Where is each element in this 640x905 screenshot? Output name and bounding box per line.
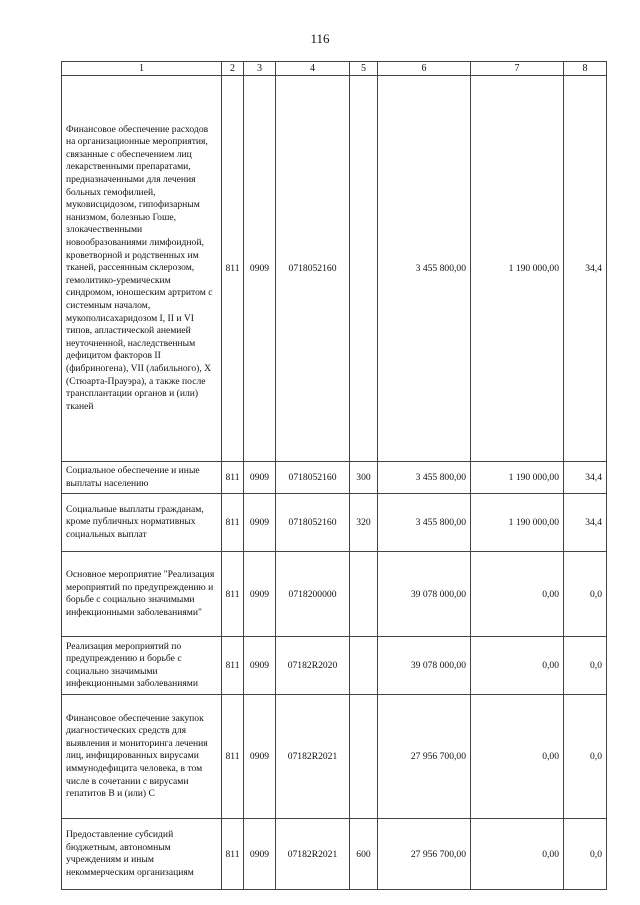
row-col7: 0,00 [471,637,564,695]
row-col2: 811 [222,637,244,695]
row-col5 [350,637,378,695]
page-number: 116 [310,31,330,46]
row-col5 [350,552,378,637]
budget-table [61,61,607,890]
row-col6: 3 455 800,00 [378,462,471,494]
row-col5 [350,76,378,462]
row-col2: 811 [222,819,244,890]
row-col7: 0,00 [471,552,564,637]
row-col5: 320 [350,494,378,552]
row-col2: 811 [222,695,244,819]
header-cell: 7 [471,62,564,76]
row-col5 [350,695,378,819]
row-col8: 0,0 [564,552,607,637]
row-col3: 0909 [244,76,276,462]
row-col2: 811 [222,494,244,552]
table-row [62,637,607,695]
row-col3: 0909 [244,819,276,890]
row-col8: 34,4 [564,76,607,462]
row-col7: 1 190 000,00 [471,76,564,462]
row-col3: 0909 [244,637,276,695]
row-description: Социальное обеспечение и иные выплаты населению [62,462,222,494]
row-col6: 3 455 800,00 [378,494,471,552]
table-row [62,695,607,819]
row-col3: 0909 [244,695,276,819]
row-col4: 0718052160 [276,462,350,494]
header-cell: 2 [222,62,244,76]
row-col4: 0718052160 [276,76,350,462]
row-description: Реализация мероприятий по предупреждению и борьбе с социально значимыми инфекционными заболеваниями [62,637,222,695]
table-row [62,819,607,890]
row-col3: 0909 [244,552,276,637]
row-col7: 0,00 [471,695,564,819]
header-cell: 1 [62,62,222,76]
header-cell: 3 [244,62,276,76]
row-col2: 811 [222,76,244,462]
row-description: Финансовое обеспечение расходов на организационные мероприятия, связанные с обеспечением лиц лекарственными препаратами, предназначенными для лечения больных гемофилией, муковисцидозом, гипофизарным нанизмом, болезнью Гоше, злокачественными новообразованиями лимфоидной, кроветворной и родственных им тканей, рассеянным склерозом, гемолитико-уремическим синдромом, юношеским артритом с системным началом, мукополисахаридозом I, II и VI типов, апластической анемией неуточненной, наследственным дефицитом факторов II (фибриногена), VII (лабильного), X (Стюарта-Прауэра), а также после трансплантации органов и (или) тканей [62,76,222,462]
table-row [62,462,607,494]
row-col4: 07182R2021 [276,695,350,819]
row-col3: 0909 [244,462,276,494]
row-col2: 811 [222,552,244,637]
row-col8: 34,4 [564,462,607,494]
header-cell: 5 [350,62,378,76]
header-cell: 8 [564,62,607,76]
row-col4: 07182R2021 [276,819,350,890]
row-col6: 39 078 000,00 [378,552,471,637]
row-col8: 0,0 [564,695,607,819]
table-row [62,552,607,637]
row-description: Социальные выплаты гражданам, кроме публичных нормативных социальных выплат [62,494,222,552]
row-col7: 0,00 [471,819,564,890]
header-cell: 6 [378,62,471,76]
row-col6: 27 956 700,00 [378,819,471,890]
row-description: Финансовое обеспечение закупок диагностических средств для выявления и мониторинга лечения лиц, инфицированных вирусами иммунодефицита человека, в том числе в сочетании с вирусами гепатитов B и (или) C [62,695,222,819]
row-col5: 600 [350,819,378,890]
row-description: Предоставление субсидий бюджетным, автономным учреждениям и иным некоммерческим организациям [62,819,222,890]
row-description: Основное мероприятие "Реализация мероприятий по предупреждению и борьбе с социально значимыми инфекционными заболеваниями" [62,552,222,637]
table-row [62,76,607,462]
table-row [62,494,607,552]
row-col4: 0718052160 [276,494,350,552]
row-col7: 1 190 000,00 [471,494,564,552]
row-col2: 811 [222,462,244,494]
row-col8: 0,0 [564,819,607,890]
row-col3: 0909 [244,494,276,552]
header-cell: 4 [276,62,350,76]
row-col6: 27 956 700,00 [378,695,471,819]
row-col4: 07182R2020 [276,637,350,695]
header-row [62,62,607,76]
row-col6: 3 455 800,00 [378,76,471,462]
row-col6: 39 078 000,00 [378,637,471,695]
row-col5: 300 [350,462,378,494]
row-col8: 0,0 [564,637,607,695]
row-col4: 0718200000 [276,552,350,637]
row-col8: 34,4 [564,494,607,552]
row-col7: 1 190 000,00 [471,462,564,494]
